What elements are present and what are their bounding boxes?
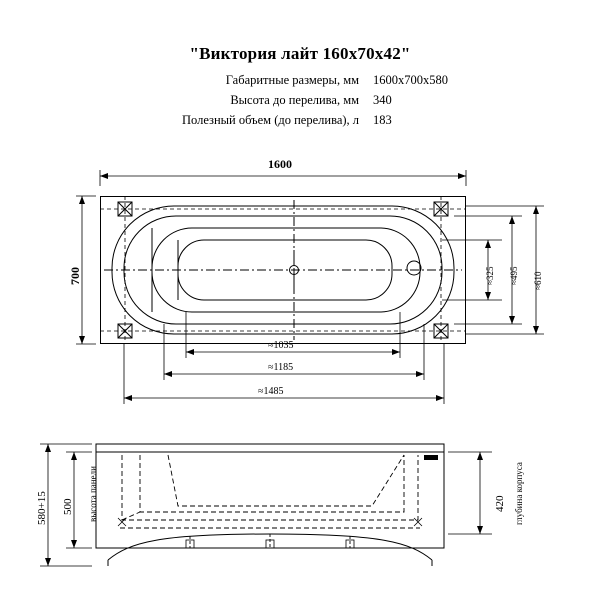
front-dim-500: 500 — [62, 498, 74, 515]
front-dim-420: 420 — [494, 495, 506, 512]
spec-value: 1600х700х580 — [373, 73, 449, 87]
right-dim-495: ≈495 — [509, 266, 519, 285]
spec-label: Высота до перелива, мм — [230, 93, 360, 107]
spec-value: 183 — [373, 113, 392, 127]
page-title: "Виктория лайт 160х70х42" — [189, 44, 411, 63]
inner-dim-1485: ≈1485 — [258, 386, 284, 397]
top-width-dim: 1600 — [268, 157, 292, 171]
front-dim-580: 580+15 — [36, 491, 48, 525]
spec-label: Полезный объем (до перелива), л — [181, 113, 360, 127]
front-caption-panel-height: высота панели — [88, 466, 98, 522]
inner-dim-1035: ≈1035 — [268, 340, 294, 351]
front-caption-body-depth: глубина корпуса — [514, 462, 524, 525]
top-height-dim: 700 — [68, 267, 82, 285]
right-dim-610: ≈610 — [533, 271, 543, 290]
spec-label: Габаритные размеры, мм — [225, 73, 360, 87]
right-dim-325: ≈325 — [485, 266, 495, 285]
inner-dim-1185: ≈1185 — [268, 362, 294, 373]
spec-value: 340 — [373, 93, 392, 107]
